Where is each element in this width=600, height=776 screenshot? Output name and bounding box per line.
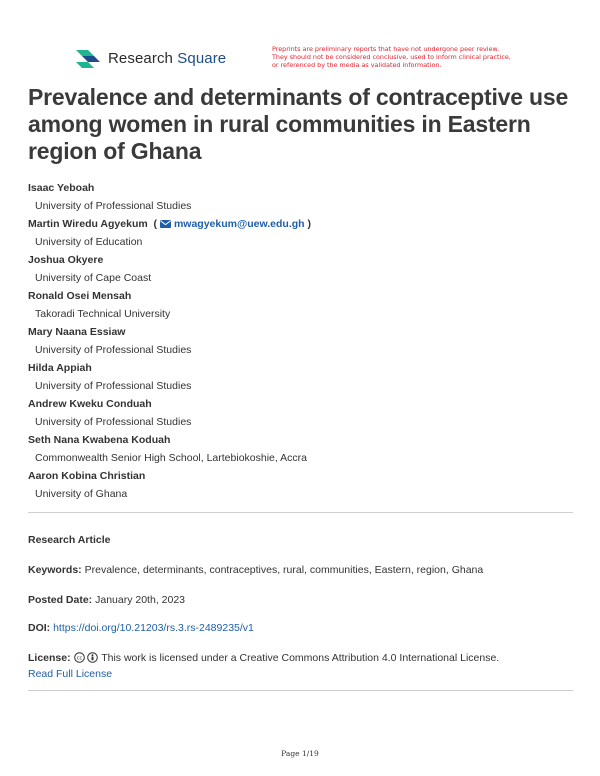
author-name: Hilda Appiah: [28, 362, 92, 374]
author-affiliation: Takoradi Technical University: [35, 308, 171, 320]
author-name: Aaron Kobina Christian: [28, 470, 146, 482]
author-entry: [28, 288, 573, 324]
disclaimer-line: They should not be considered conclusive, used to inform clinical practice,: [272, 52, 511, 61]
section-divider: [28, 690, 573, 691]
author-affiliation: Commonwealth Senior High School, Lartebiokoshie, Accra: [35, 452, 307, 464]
keywords-line: [28, 562, 573, 578]
author-affiliation: University of Professional Studies: [35, 380, 192, 392]
svg-text:cc: cc: [76, 655, 82, 662]
paper-title: Prevalence and determinants of contraceptive use among women in rural communities in Eastern region of Ghana: [28, 84, 569, 164]
author-affiliation: University of Professional Studies: [35, 200, 192, 212]
doi-line: [28, 620, 573, 636]
doi-label: DOI:: [28, 622, 51, 634]
author-email-link[interactable]: [160, 218, 305, 230]
brand-header[interactable]: [74, 46, 226, 70]
author-affiliation: University of Cape Coast: [35, 272, 152, 284]
author-name: Ronald Osei Mensah: [28, 290, 132, 302]
author-affiliation: University of Professional Studies: [35, 344, 192, 356]
author-entry: [28, 216, 573, 252]
author-entry: [28, 180, 573, 216]
author-entry: [28, 360, 573, 396]
author-name: Isaac Yeboah: [28, 182, 95, 194]
author-name: Martin Wiredu Agyekum: [28, 218, 148, 230]
posted-date-line: [28, 592, 573, 608]
posted-date-label: Posted Date:: [28, 594, 93, 606]
author-name-with-email: Martin Wiredu Agyekum ( mwagyekum@uew.edu.gh ): [28, 218, 311, 230]
disclaimer-line: Preprints are preliminary reports that have not undergone peer review.: [272, 45, 500, 53]
license-line: [28, 650, 573, 682]
author-name: Seth Nana Kwabena Koduah: [28, 434, 171, 446]
author-email: mwagyekum@uew.edu.gh: [173, 218, 305, 230]
author-affiliation: University of Ghana: [35, 488, 128, 500]
author-entry: [28, 324, 573, 360]
author-affiliation: University of Professional Studies: [35, 416, 192, 428]
brand-name-part2: Square: [177, 49, 227, 67]
license-text: This work is licensed under a Creative Commons Attribution 4.0 International License.: [101, 652, 500, 664]
envelope-icon: [160, 220, 171, 228]
author-name: Andrew Kweku Conduah: [28, 398, 152, 410]
keywords-value: Prevalence, determinants, contraceptives, rural, communities, Eastern, region, Ghana: [84, 564, 484, 576]
read-full-license-link[interactable]: Read Full License: [28, 668, 113, 680]
brand-name: [108, 50, 226, 67]
author-name: Joshua Okyere: [28, 254, 104, 266]
preprint-disclaimer: [272, 46, 562, 69]
by-icon: [87, 652, 98, 663]
keywords-label: Keywords:: [28, 564, 82, 576]
article-type: Research Article: [28, 534, 111, 546]
author-entry: [28, 252, 573, 288]
page-number: Page 1/19: [281, 749, 319, 758]
disclaimer-line: or referenced by the media as validated information.: [272, 60, 442, 69]
section-divider: [28, 512, 573, 513]
author-entry: [28, 432, 573, 468]
author-affiliation: University of Education: [35, 236, 143, 248]
brand-name-part1: Research: [108, 49, 173, 67]
license-label: License:: [28, 652, 71, 664]
author-name: Mary Naana Essiaw: [28, 326, 126, 338]
cc-icon: [74, 652, 85, 663]
author-list: [28, 180, 573, 504]
author-entry: [28, 396, 573, 432]
research-square-logo-icon: [74, 46, 102, 70]
posted-date-value: January 20th, 2023: [95, 594, 186, 606]
doi-link[interactable]: https://doi.org/10.21203/rs.3.rs-2489235/v1: [53, 622, 254, 634]
author-entry: [28, 468, 573, 504]
